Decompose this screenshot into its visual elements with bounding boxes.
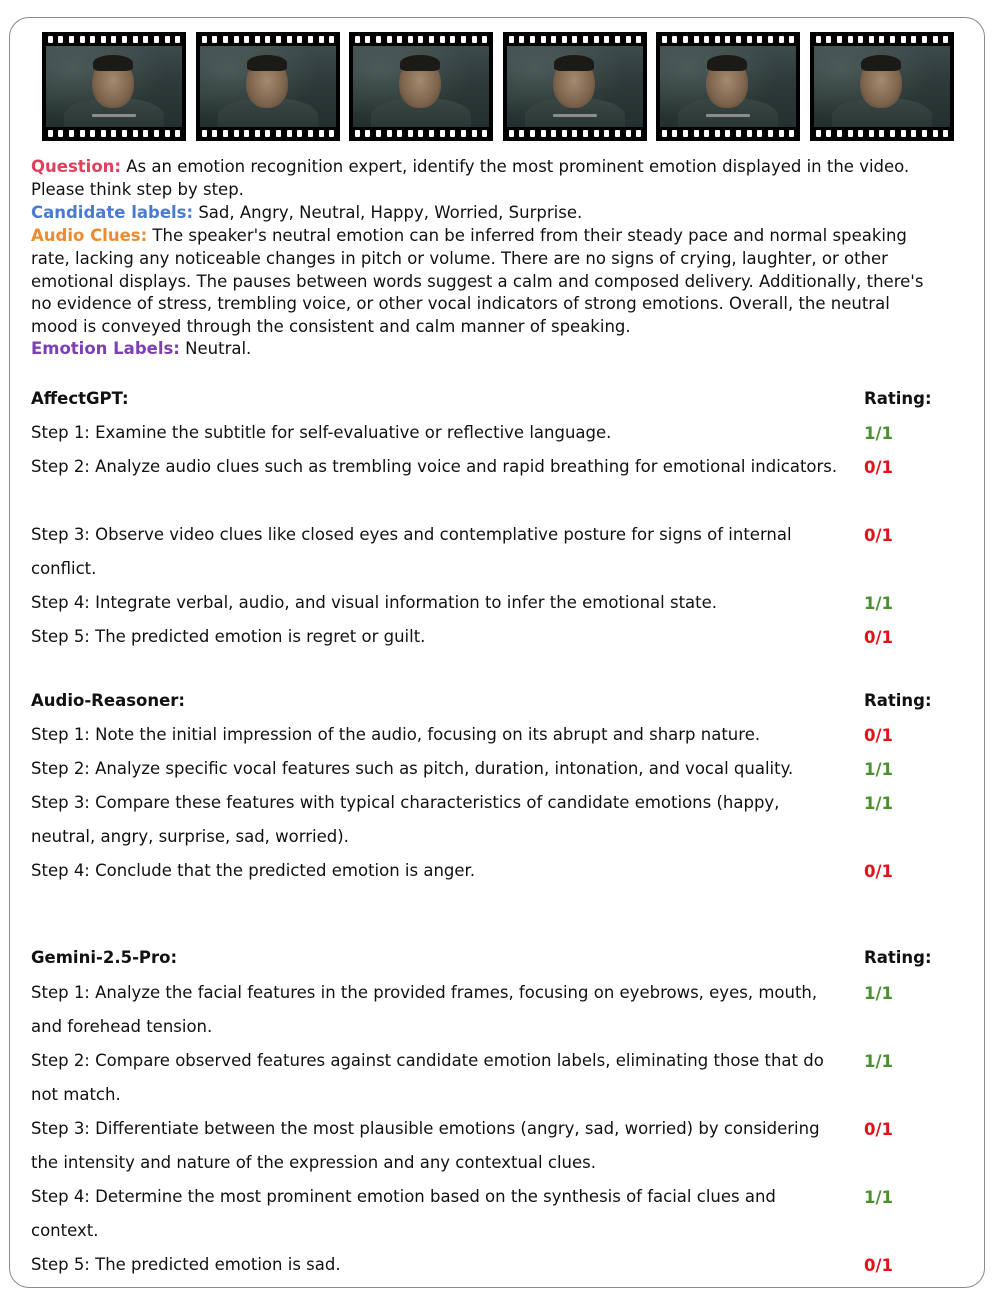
question-line: [31, 156, 909, 179]
question-label: Question:: [31, 157, 122, 176]
video-frame: [196, 32, 340, 141]
step-score: 1/1: [864, 794, 893, 813]
step-score: 0/1: [864, 526, 893, 545]
audio-clues-text-5: mood is conveyed through the consistent and calm manner of speaking.: [31, 317, 631, 336]
step-score: 1/1: [864, 594, 893, 613]
audio-clues-label: Audio Clues:: [31, 226, 148, 245]
section-title-audio-reasoner: Audio-Reasoner:: [31, 691, 186, 710]
step-text: Step 3: Compare these features with typical characteristics of candidate emotions (happy, neutral, angry, surprise, sad, worried).: [31, 793, 780, 846]
video-frame: [349, 32, 493, 141]
video-frame: [656, 32, 800, 141]
step-text: Step 1: Analyze the facial features in the provided frames, focusing on eyebrows, eyes, mouth, and forehead tension.: [31, 983, 818, 1036]
section-title-affectgpt: AffectGPT:: [31, 389, 129, 408]
step-text: Step 1: Note the initial impression of the audio, focusing on its abrupt and sharp nature.: [31, 725, 761, 744]
question-text-cont: Please think step by step.: [31, 180, 244, 199]
audio-clues-text-3: emotional displays. The pauses between words suggest a calm and composed delivery. Additionally, there's: [31, 272, 924, 291]
step-text: Step 3: Observe video clues like closed eyes and contemplative posture for signs of internal conflict.: [31, 525, 792, 578]
emotion-labels-line: [31, 338, 251, 361]
audio-clues-text: The speaker's neutral emotion can be inferred from their steady pace and normal speaking: [147, 226, 907, 245]
step-score: 0/1: [864, 458, 893, 477]
step-score: 1/1: [864, 760, 893, 779]
step-score: 1/1: [864, 1052, 893, 1071]
step-text: Step 4: Integrate verbal, audio, and visual information to infer the emotional state.: [31, 593, 718, 612]
step-score: 1/1: [864, 1188, 893, 1207]
step-score: 0/1: [864, 1120, 893, 1139]
step-text: Step 5: The predicted emotion is sad.: [31, 1255, 341, 1274]
emotion-labels-text: Neutral.: [179, 339, 252, 358]
rating-header: Rating:: [864, 691, 932, 710]
rating-header: Rating:: [864, 948, 932, 967]
step-score: 0/1: [864, 726, 893, 745]
step-score: 0/1: [864, 1256, 893, 1275]
audio-clues-text-4: no evidence of stress, trembling voice, or other vocal indicators of strong emotions. Overall, the neutral: [31, 294, 890, 313]
video-frame: [503, 32, 647, 141]
audio-clues-line: [31, 225, 907, 248]
section-title-gemini: Gemini-2.5-Pro:: [31, 948, 178, 967]
candidates-label: Candidate labels:: [31, 203, 194, 222]
emotion-labels-label: Emotion Labels:: [31, 339, 180, 358]
step-text: Step 4: Determine the most prominent emotion based on the synthesis of facial clues and context.: [31, 1187, 776, 1240]
step-text: Step 5: The predicted emotion is regret or guilt.: [31, 627, 426, 646]
candidates-line: [31, 202, 582, 225]
candidates-text: Sad, Angry, Neutral, Happy, Worried, Surprise.: [193, 203, 583, 222]
video-frame: [42, 32, 186, 141]
step-text: Step 2: Analyze audio clues such as trembling voice and rapid breathing for emotional indicators.: [31, 457, 838, 476]
step-text: Step 3: Differentiate between the most plausible emotions (angry, sad, worried) by considering the intensity and nature of the expression and any contextual clues.: [31, 1119, 820, 1172]
step-text: Step 2: Analyze specific vocal features such as pitch, duration, intonation, and vocal quality.: [31, 759, 794, 778]
video-frame: [810, 32, 954, 141]
step-text: Step 2: Compare observed features against candidate emotion labels, eliminating those that do not match.: [31, 1051, 824, 1104]
question-text: As an emotion recognition expert, identify the most prominent emotion displayed in the video.: [121, 157, 910, 176]
step-score: 0/1: [864, 862, 893, 881]
rating-header: Rating:: [864, 389, 932, 408]
step-score: 1/1: [864, 424, 893, 443]
step-score: 1/1: [864, 984, 893, 1003]
step-text: Step 1: Examine the subtitle for self-evaluative or reflective language.: [31, 423, 612, 442]
video-filmstrip: [42, 32, 954, 141]
audio-clues-text-2: rate, lacking any noticeable changes in pitch or volume. There are no signs of crying, laughter, or other: [31, 249, 888, 268]
step-score: 0/1: [864, 628, 893, 647]
step-text: Step 4: Conclude that the predicted emotion is anger.: [31, 861, 476, 880]
